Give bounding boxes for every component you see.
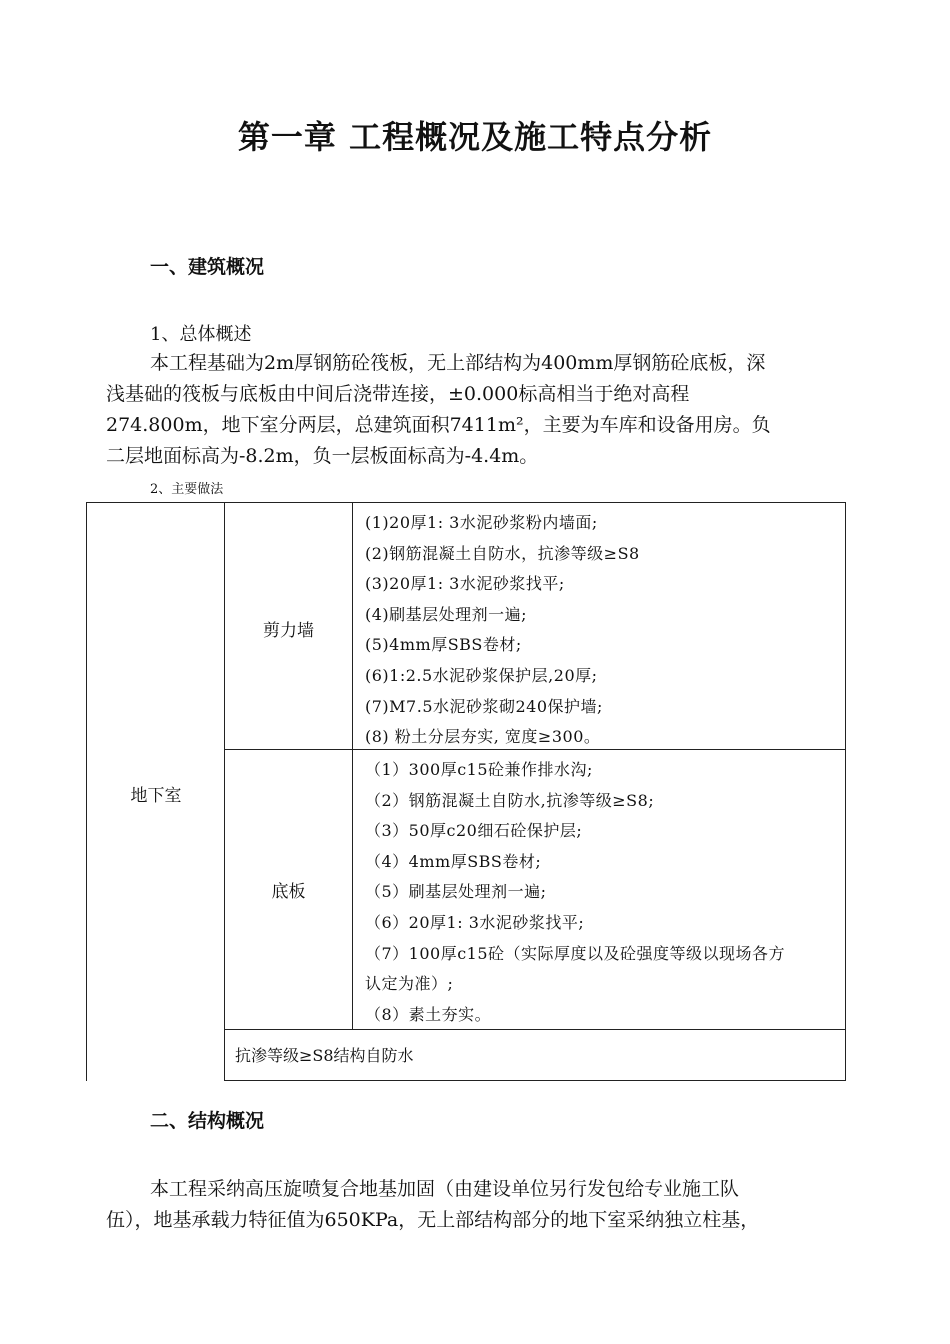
- chapter-title: 第一章 工程概况及施工特点分析: [237, 118, 713, 156]
- list-item: （3）50厚c20细石砼保护层;: [365, 821, 583, 841]
- list-item: (4)刷基层处理剂一遍;: [365, 604, 528, 624]
- list-item: （1）300厚c15砼兼作排水沟;: [365, 760, 593, 779]
- sub-heading-overview: 1、总体概述: [150, 324, 252, 345]
- table-cell-waterproof-note: [224, 1029, 846, 1081]
- list-item: (6)1:2.5水泥砂浆保护层,20厚;: [365, 665, 598, 685]
- overview-paragraph: [106, 348, 851, 472]
- paragraph-line: 浅基础的筏板与底板由中间后浇带连接，±0.000标高相当于绝对高程: [106, 383, 690, 405]
- list-item: （4）4mm厚SBS卷材;: [365, 851, 542, 871]
- structure-paragraph: [106, 1174, 851, 1236]
- list-item: (7)M7.5水泥砂浆砌240保护墙;: [365, 696, 603, 716]
- paragraph-line: 伍），地基承载力特征值为650KPa，无上部结构部分的地下室采纳独立柱基，: [106, 1209, 760, 1231]
- floor-slab-label: 底板: [271, 882, 306, 902]
- list-item: （5）刷基层处理剂一遍;: [365, 882, 547, 902]
- list-item: (5)4mm厚SBS卷材;: [365, 635, 522, 655]
- list-item: (3)20厚1: 3水泥砂浆找平;: [365, 574, 565, 594]
- construction-method-table: [86, 502, 846, 1080]
- table-cell-basement: [86, 502, 225, 1081]
- floor-slab-items: [352, 749, 846, 1030]
- section-heading-architecture: 一、建筑概况: [150, 256, 265, 278]
- sub-heading-methods: 2、主要做法: [150, 482, 224, 497]
- list-item: （8）素土夯实。: [365, 1004, 492, 1024]
- table-cell-shear-wall: [224, 502, 352, 750]
- list-item: (2)钢筋混凝土自防水，抗渗等级≥S8: [365, 543, 640, 563]
- waterproof-note: 抗渗等级≥S8结构自防水: [235, 1046, 414, 1065]
- list-item: （2）钢筋混凝土自防水,抗渗等级≥S8;: [365, 790, 655, 810]
- list-item: (8) 粉土分层夯实, 宽度≥300。: [365, 727, 601, 747]
- paragraph-line: 274.800m，地下室分两层，总建筑面积7411m²，主要为车库和设备用房。负: [106, 414, 771, 436]
- basement-label: 地下室: [130, 786, 182, 806]
- paragraph-line: 二层地面标高为-8.2m，负一层板面标高为-4.4m。: [106, 445, 539, 467]
- list-item: （7）100厚c15砼（实际厚度以及砼强度等级以现场各方: [365, 943, 786, 963]
- list-item: （6）20厚1: 3水泥砂浆找平;: [365, 912, 585, 932]
- paragraph-line: 本工程基础为2m厚钢筋砼筏板，无上部结构为400mm厚钢筋砼底板，深: [150, 352, 766, 374]
- list-item: (1)20厚1: 3水泥砂浆粉内墙面;: [365, 513, 598, 532]
- section-heading-structure: 二、结构概况: [150, 1110, 265, 1132]
- paragraph-line: 本工程采纳高压旋喷复合地基加固（由建设单位另行发包给专业施工队: [150, 1178, 740, 1200]
- table-cell-floor-slab: [224, 749, 352, 1030]
- shear-wall-items: [352, 502, 846, 750]
- shear-wall-label: 剪力墙: [263, 621, 314, 641]
- list-item: 认定为准）;: [365, 974, 454, 994]
